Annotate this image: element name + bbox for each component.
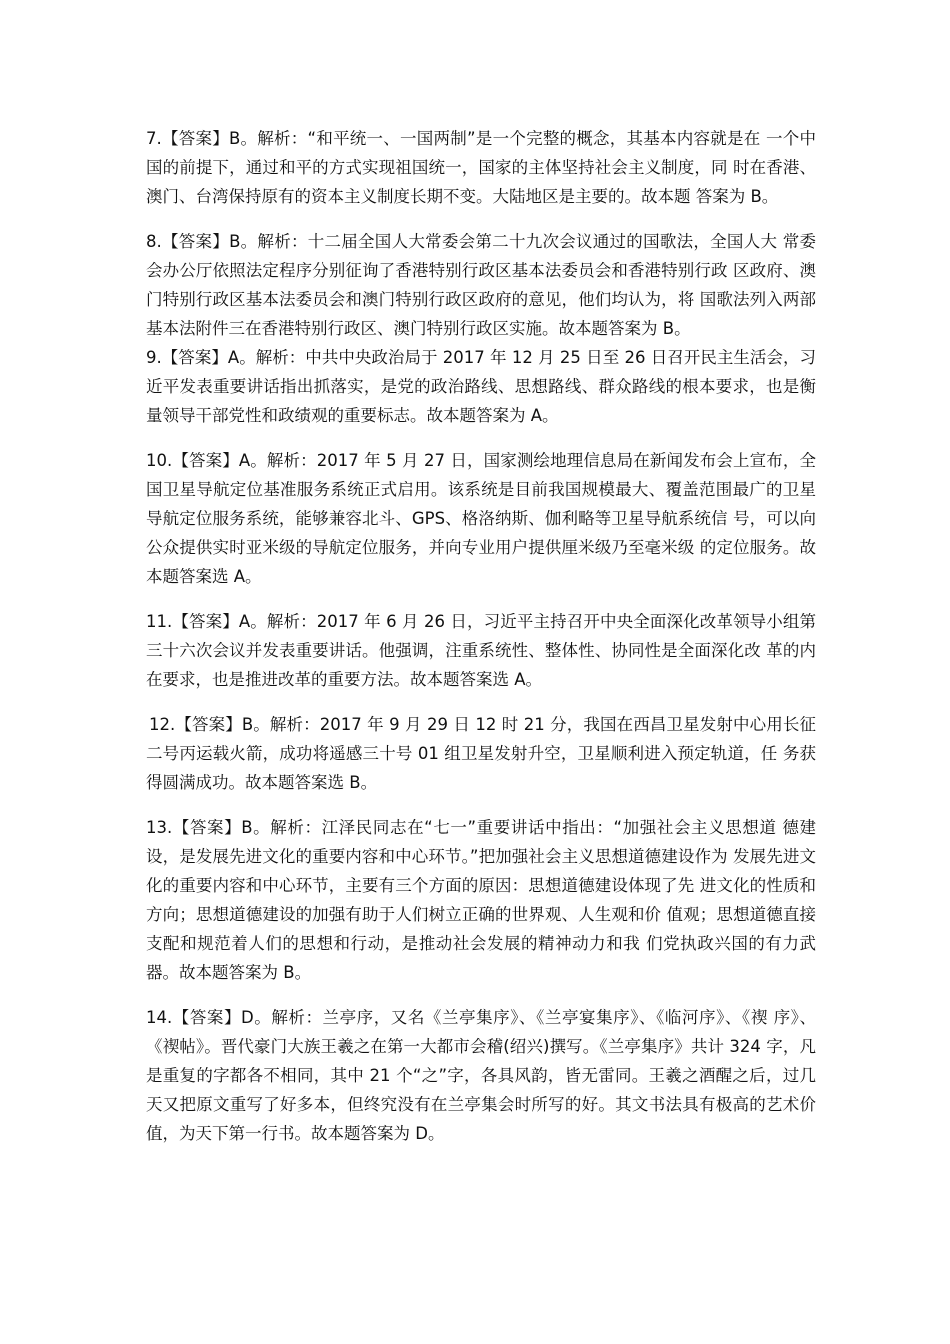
answer-paragraph-7: 7.【答案】B。解析：“和平统一、一国两制”是一个完整的概念，其基本内容就是在 一个中国的前提下，通过和平的方式实现祖国统一，国家的主体坚持社会主义制度，同 时在香港、澳门、台湾保持原有的资本主义制度长期不变。大陆地区是主要的。故本题 答案为 B。: [146, 129, 816, 206]
answer-paragraph-13: 13.【答案】B。解析：江泽民同志在“七一”重要讲话中指出：“加强社会主义思想道 德建设，是发展先进文化的重要内容和中心环节。”把加强社会主义思想道德建设作为 发展先进文化的重要内容和中心环节，主要有三个方面的原因：思想道德建设体现了先 进文化的性质和方向；思想道德建设的加强有助于人们树立正确的世界观、人生观和价 值观；思想道德直接支配和规范着人们的思想和行动，是推动社会发展的精神动力和我 们党执政兴国的有力武器。故本题答案为 B。: [146, 818, 816, 982]
answer-paragraph-14: 14.【答案】D。解析：兰亭序，又名《兰亭集序》、《兰亭宴集序》、《临河序》、《禊 序》、《禊帖》。晋代豪门大族王羲之在第一大都市会稽(绍兴)撰写。《兰亭集序》共计 324 字，凡是重复的字都各不相同，其中 21 个“之”字，各具风韵，皆无雷同。王羲之酒醒之后，过几天又把原文重写了好多本，但终究没有在兰亭集会时所写的好。其文书法具有极高的艺术价值，为天下第一行书。故本题答案为 D。: [146, 1008, 816, 1143]
answer-paragraph-12: 12.【答案】B。解析：2017 年 9 月 29 日 12 时 21 分，我国在西昌卫星发射中心用长征 二号丙运载火箭，成功将遥感三十号 01 组卫星发射升空，卫星顺利进入预定轨道，任 务获得圆满成功。故本题答案选 B。: [146, 715, 816, 792]
answer-paragraph-8: 8.【答案】B。解析：十二届全国人大常委会第二十九次会议通过的国歌法，全国人大 常委会办公厅依照法定程序分别征询了香港特别行政区基本法委员会和香港特别行政 区政府、澳门特别行政区基本法委员会和澳门特别行政区政府的意见，他们均认为，将 国歌法列入两部基本法附件三在香港特别行政区、澳门特别行政区实施。故本题答案为 B。: [146, 232, 816, 338]
answer-paragraph-10: 10.【答案】A。解析：2017 年 5 月 27 日，国家测绘地理信息局在新闻发布会上宣布，全国卫星导航定位基准服务系统正式启用。该系统是目前我国规模最大、覆盖范围最广的卫星导航定位服务系统，能够兼容北斗、GPS、格洛纳斯、伽利略等卫星导航系统信 号，可以向公众提供实时亚米级的导航定位服务，并向专业用户提供厘米级乃至毫米级 的定位服务。故本题答案选 A。: [146, 451, 816, 586]
answer-paragraph-11: 11.【答案】A。解析：2017 年 6 月 26 日，习近平主持召开中央全面深化改革领导小组第三十六次会议并发表重要讲话。他强调，注重系统性、整体性、协同性是全面深化改 革的内在要求，也是推进改革的重要方法。故本题答案选 A。: [146, 612, 816, 689]
answer-explanations: [146, 124, 816, 1148]
answer-paragraph-9: 9.【答案】A。解析：中共中央政治局于 2017 年 12 月 25 日至 26 日召开民主生活会，习近平发表重要讲话指出抓落实，是党的政治路线、思想路线、群众路线的根本要求，也是衡量领导干部党性和政绩观的重要标志。故本题答案为 A。: [146, 348, 816, 425]
